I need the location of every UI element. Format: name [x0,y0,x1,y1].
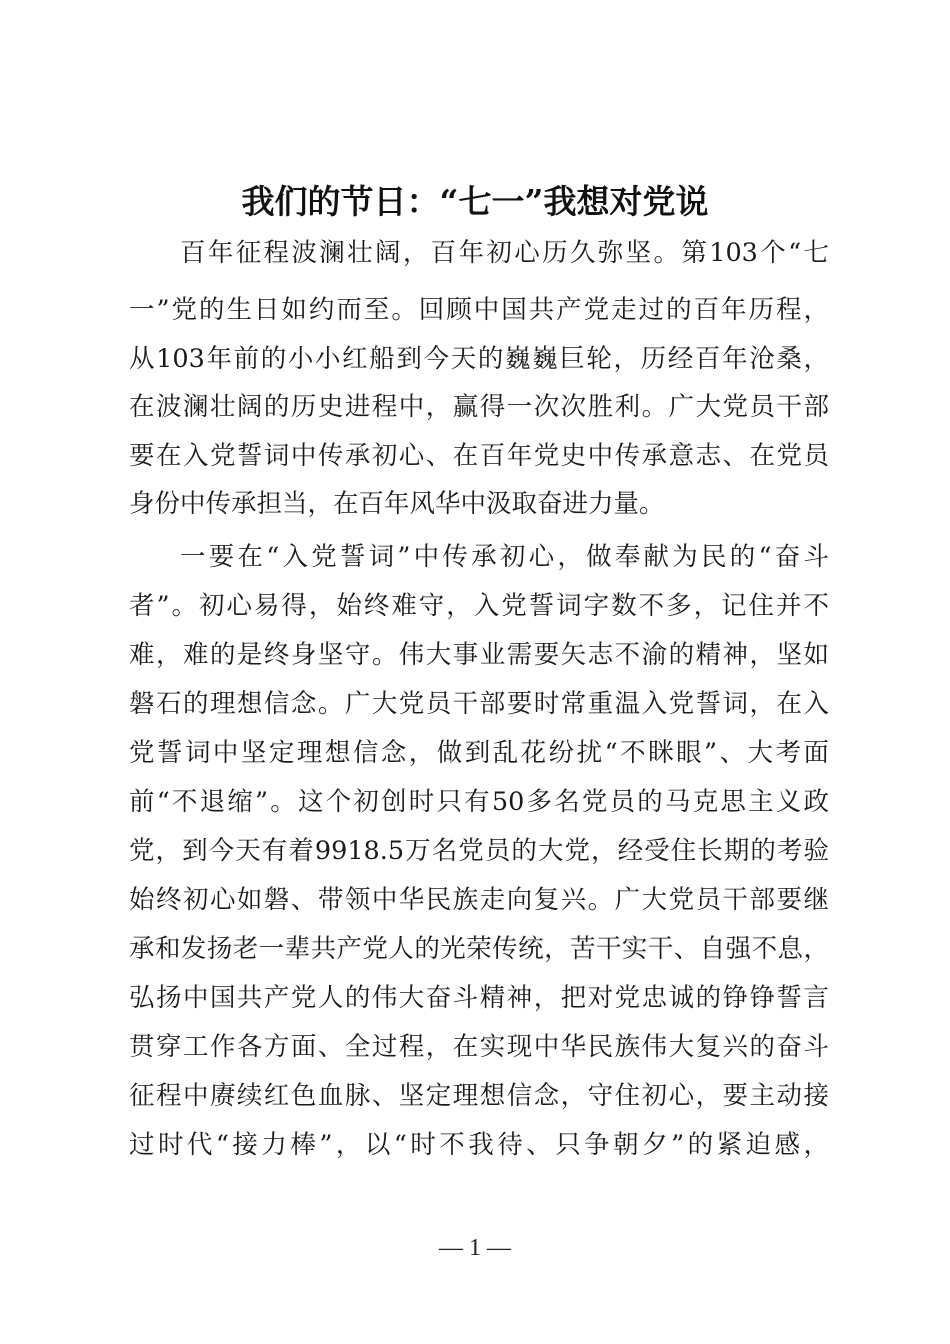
paragraph-2-line-8: 始终初心如磐、带领中华民族走向复兴。广大党员干部要继 [129,885,829,915]
document-title: 我们的节日：“七一”我想对党说 [241,182,709,221]
paragraph-1-line-6: 身份中传承担当，在百年风华中汲取奋进力量。 [129,489,665,519]
paragraph-2-line-11: 贯穿工作各方面、全过程，在实现中华民族伟大复兴的奋斗 [129,1032,829,1062]
paragraph-1-line-1: 百年征程波澜壮阔，百年初心历久弥坚。第103个“七 [180,238,829,268]
paragraph-1-line-2: 一”党的生日如约而至。回顾中国共产党走过的百年历程， [129,295,829,325]
paragraph-2-line-4: 磐石的理想信念。广大党员干部要时常重温入党誓词，在入 [129,689,829,719]
paragraph-2-line-7: 党，到今天有着9918.5万名党员的大党，经受住长期的考验 [129,836,829,866]
paragraph-2-line-13: 过时代“接力棒”，以“时不我待、只争朝夕”的紧迫感， [129,1130,829,1160]
paragraph-2-line-9: 承和发扬老一辈共产党人的光荣传统，苦干实干、自强不息， [129,934,829,964]
paragraph-2-line-2: 者”。初心易得，始终难守，入党誓词字数不多，记住并不 [129,591,829,621]
paragraph-2-line-12: 征程中赓续红色血脉、坚定理想信念，守住初心，要主动接 [129,1081,829,1111]
page-number: — 1 — [439,1235,511,1261]
paragraph-2-line-5: 党誓词中坚定理想信念，做到乱花纷扰“不眯眼”、大考面 [129,738,829,768]
paragraph-2-line-6: 前“不退缩”。这个初创时只有50多名党员的马克思主义政 [129,787,829,817]
paragraph-2-line-3: 难，难的是终身坚守。伟大事业需要矢志不渝的精神，坚如 [129,640,829,670]
paragraph-2-line-10: 弘扬中国共产党人的伟大奋斗精神，把对党忠诚的铮铮誓言 [129,983,829,1013]
paragraph-2-line-1: 一要在“入党誓词”中传承初心，做奉献为民的“奋斗 [180,542,829,572]
paragraph-1-line-3: 从103年前的小小红船到今天的巍巍巨轮，历经百年沧桑， [129,344,829,374]
paragraph-1-line-4: 在波澜壮阔的历史进程中，赢得一次次胜利。广大党员干部 [129,392,829,422]
paragraph-1-line-5: 要在入党誓词中传承初心、在百年党史中传承意志、在党员 [129,441,829,471]
